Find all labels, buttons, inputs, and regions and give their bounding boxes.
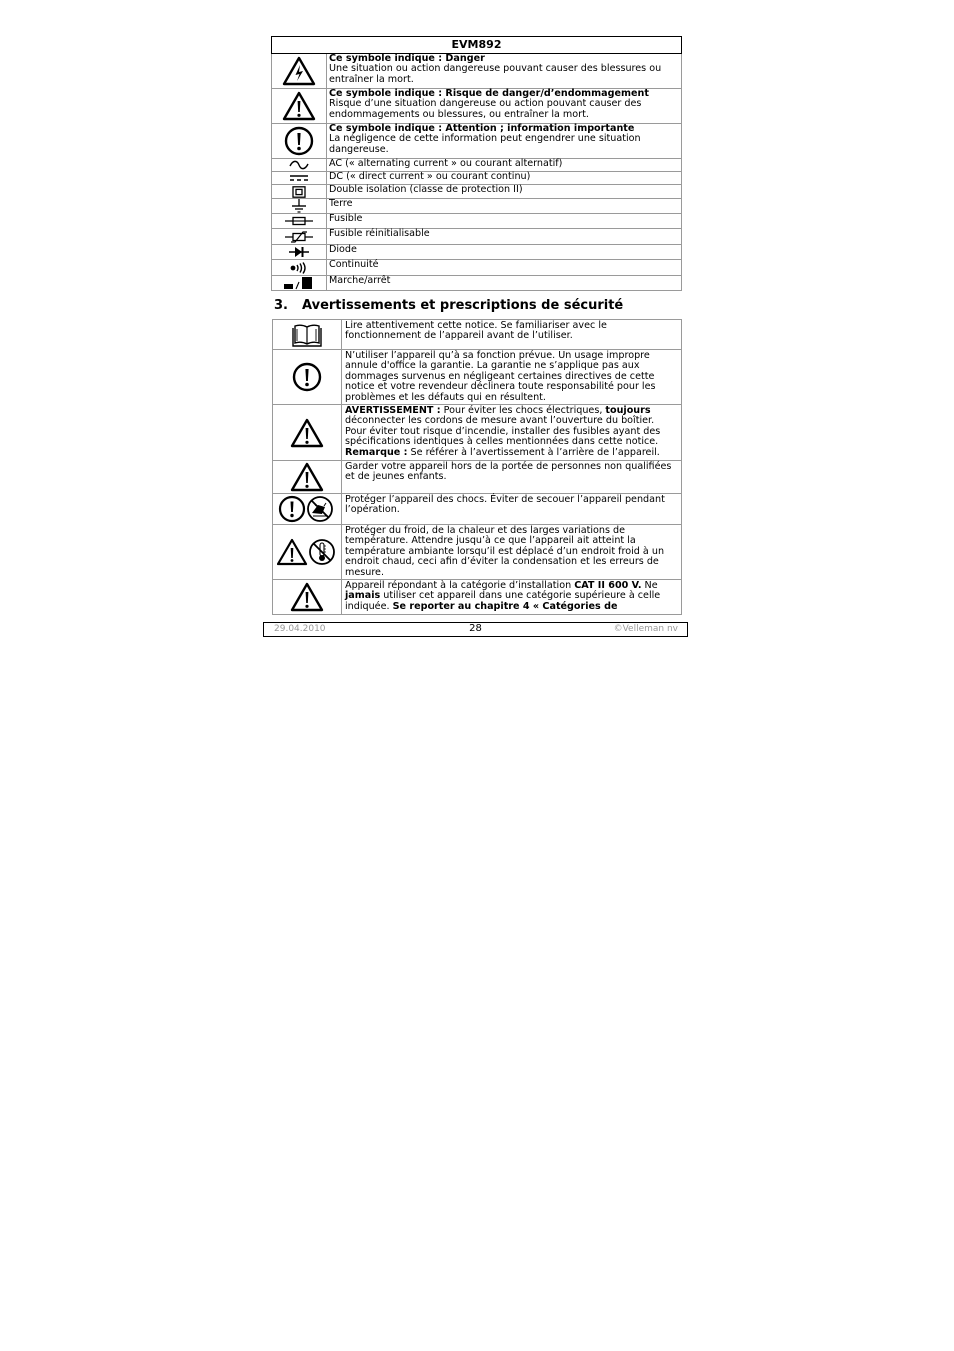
section-number: 3. [274,298,288,313]
symbol-description: Continuité [327,260,682,276]
continuity-icon [272,260,327,276]
footer-copyright: ©Velleman nv [613,624,678,634]
warning-text: Lire attentivement cette notice. Se familiariser avec le fonctionnement de l’appareil avant de l’utiliser. [342,320,682,350]
symbol-description: AC (« alternating current » ou courant alternatif) [327,159,682,172]
table-row [272,229,682,245]
dc-icon [272,172,327,185]
power-switch-icon [272,276,327,291]
table-row [272,124,682,159]
fuse-icon [272,214,327,229]
warning-text: Protéger l’appareil des chocs. Éviter de secouer l’appareil pendant l’opération. [342,494,682,525]
table-row [273,320,682,350]
exclamation-circle-icon [272,124,327,159]
warnings-table [272,319,682,615]
table-row [272,214,682,229]
table-row [272,199,682,214]
warning-text: AVERTISSEMENT : Pour éviter les chocs électriques, toujours déconnecter les cordons de mesure avant l’ouverture du boîtier. Pour éviter tout risque d’incendie, installer des fusibles ayant des spécifications identiques à celles mentionnées dans cette notice. Remarque : Se référer à l’avertissement à l’arrière de l’appareil. [342,405,682,461]
symbol-description: Double isolation (classe de protection II) [327,185,682,199]
warning-triangle-icon [273,580,342,615]
footer-date: 29.04.2010 [274,624,326,634]
warning-text: Protéger du froid, de la chaleur et des larges variations de température. Attendre jusqu’à ce que l’appareil ait atteint la température ambiante lorsqu’il est déplacé d’un endroit froid à un endroit chaud, ceci afin d’éviter la condensation et les erreurs de mesure. [342,525,682,580]
page-number: 28 [469,623,482,634]
symbol-description: DC (« direct current » ou courant continu) [327,172,682,185]
ground-icon [272,199,327,214]
manual-book-icon [273,320,342,350]
warning-text: Garder votre appareil hors de la portée de personnes non qualifiées et de jeunes enfants. [342,461,682,494]
table-header-row [272,37,682,54]
lightning-triangle-icon [272,54,327,89]
symbol-description: Diode [327,245,682,260]
table-row [272,89,682,124]
table-row [272,159,682,172]
exclamation-circle-icon [273,350,342,405]
table-row [272,172,682,185]
ac-wave-icon [272,159,327,172]
table-row [273,580,682,615]
symbol-description: Ce symbole indique : Danger Une situation ou action dangereuse pouvant causer des blessures ou entraîner la mort. [327,54,682,89]
table-row [272,276,682,291]
table-row [273,461,682,494]
no-temperature-icon [273,525,342,580]
diode-icon [272,245,327,260]
resettable-fuse-icon [272,229,327,245]
table-row [273,494,682,525]
warning-triangle-icon [272,89,327,124]
symbol-description: Fusible réinitialisable [327,229,682,245]
section-heading [274,298,623,313]
table-row [273,350,682,405]
symbols-table [271,36,682,291]
warning-triangle-icon [273,461,342,494]
double-insulation-icon [272,185,327,199]
table-row [273,405,682,461]
symbol-description: Ce symbole indique : Risque de danger/d’endommagement Risque d’une situation dangereuse ou action pouvant causer des endommagements ou blessures, ou entraîner la mort. [327,89,682,124]
warning-triangle-icon [273,405,342,461]
table-row [272,245,682,260]
page-footer [263,622,688,637]
no-shock-icon [273,494,342,525]
warning-text: N’utiliser l’appareil qu’à sa fonction prévue. Un usage impropre annule d'office la garantie. La garantie ne s’applique pas aux dommages survenus en négligeant certaines directives de cette notice et votre revendeur déclinera toute responsabilité pour les problèmes et les défauts qui en résultent. [342,350,682,405]
model-header: EVM892 [272,37,682,54]
table-row [272,54,682,89]
table-row [272,185,682,199]
warning-text: Appareil répondant à la catégorie d’installation CAT II 600 V. Ne jamais utiliser cet appareil dans une catégorie supérieure à celle indiquée. Se reporter au chapitre 4 « Catégories de [342,580,682,615]
symbol-description: Marche/arrêt [327,276,682,291]
symbol-description: Fusible [327,214,682,229]
symbol-description: Terre [327,199,682,214]
table-row [273,525,682,580]
section-title: Avertissements et prescriptions de sécurité [302,298,624,313]
symbol-description: Ce symbole indique : Attention ; information importante La négligence de cette information peut engendrer une situation dangereuse. [327,124,682,159]
table-row [272,260,682,276]
